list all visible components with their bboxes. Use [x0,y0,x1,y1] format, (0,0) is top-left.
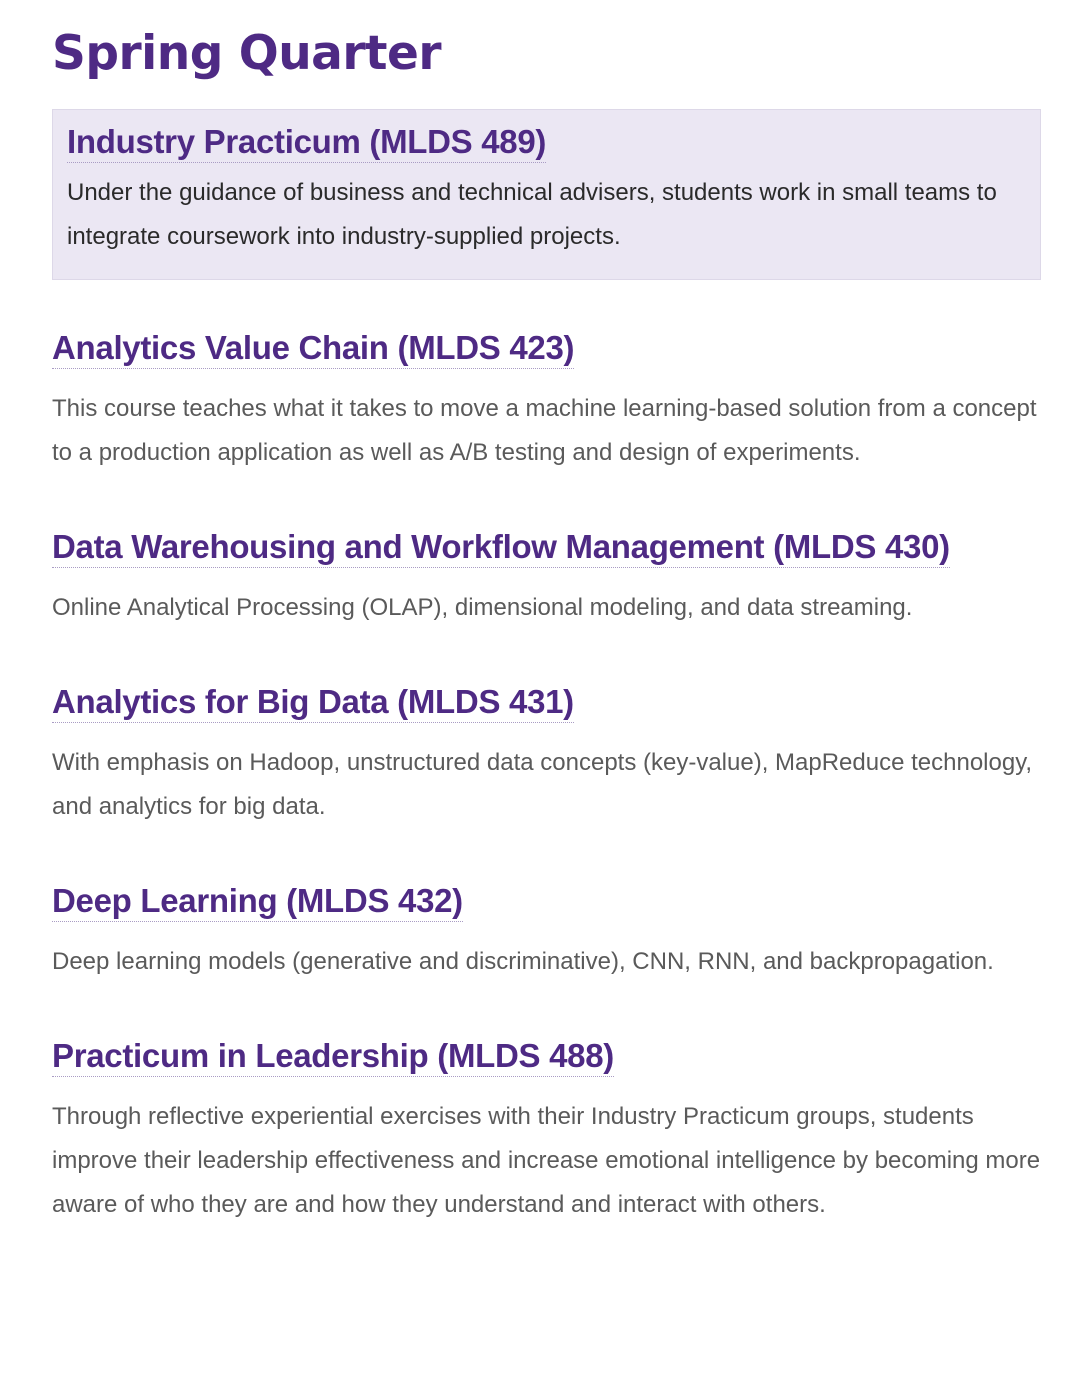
course-item-mlds-488 [52,1036,1041,1227]
featured-course-card [52,109,1041,280]
course-link-mlds-423[interactable]: Analytics Value Chain (MLDS 423) [52,328,574,369]
course-description-mlds-430: Online Analytical Processing (OLAP), dimensional modeling, and data streaming. [52,594,913,621]
course-description-mlds-431: With emphasis on Hadoop, unstructured data concepts (key-value), MapReduce technology, and analytics for big data. [52,749,1033,820]
page-title: Spring Quarter [52,26,442,81]
course-description-mlds-489: Under the guidance of business and technical advisers, students work in small teams to integrate coursework into industry-supplied projects. [67,179,997,250]
course-link-mlds-431[interactable]: Analytics for Big Data (MLDS 431) [52,682,574,723]
course-link-mlds-488[interactable]: Practicum in Leadership (MLDS 488) [52,1036,614,1077]
course-link-mlds-489[interactable]: Industry Practicum (MLDS 489) [67,122,546,163]
course-description-mlds-423: This course teaches what it takes to move a machine learning-based solution from a concept to a production application as well as A/B testing and design of experiments. [52,395,1037,466]
course-link-mlds-430[interactable]: Data Warehousing and Workflow Management (MLDS 430) [52,527,950,568]
course-item-mlds-423 [52,328,1041,475]
course-description-mlds-488: Through reflective experiential exercises with their Industry Practicum groups, students improve their leadership effectiveness and increase emotional intelligence by becoming more aware of who they are and how they understand and interact with others. [52,1103,1041,1218]
course-description-mlds-432: Deep learning models (generative and discriminative), CNN, RNN, and backpropagation. [52,948,994,975]
course-item-mlds-432 [52,881,1041,984]
course-link-mlds-432[interactable]: Deep Learning (MLDS 432) [52,881,463,922]
course-item-mlds-430 [52,527,1041,630]
course-item-mlds-431 [52,682,1041,829]
